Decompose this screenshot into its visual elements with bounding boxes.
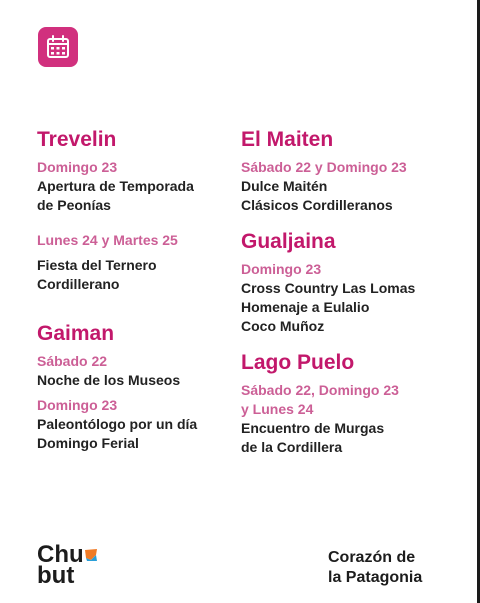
chubut-logo bbox=[37, 541, 84, 589]
chubut-flag-mark bbox=[84, 548, 98, 562]
city-title: Gaiman bbox=[37, 322, 115, 345]
event-name: de Peonías bbox=[37, 197, 111, 213]
left-column bbox=[37, 128, 247, 453]
city-section-gaiman bbox=[37, 322, 247, 453]
event-name: Dulce Maitén bbox=[241, 178, 328, 194]
event-name: Apertura de Temporada bbox=[37, 178, 194, 194]
event-date: Domingo 23 bbox=[37, 159, 118, 175]
event-date: y Lunes 24 bbox=[241, 401, 314, 417]
event-date: Lunes 24 y Martes 25 bbox=[37, 232, 178, 248]
city-section-trevelin bbox=[37, 128, 247, 294]
calendar-badge bbox=[38, 27, 78, 67]
event-date: Sábado 22 y Domingo 23 bbox=[241, 159, 407, 175]
event-name: Coco Muñoz bbox=[241, 318, 325, 334]
event-name: Cordillerano bbox=[37, 276, 120, 292]
right-column bbox=[241, 128, 451, 457]
event-date: Sábado 22 bbox=[37, 353, 108, 369]
event-name: Noche de los Museos bbox=[37, 372, 181, 388]
event-name: de la Cordillera bbox=[241, 439, 343, 455]
logo-text-line1: Chu bbox=[37, 541, 84, 568]
event-name: Homenaje a Eulalio bbox=[241, 299, 370, 315]
logo-text-line2: but bbox=[37, 562, 75, 589]
city-title: Trevelin bbox=[37, 128, 117, 151]
tagline bbox=[328, 548, 422, 588]
event-name: Domingo Ferial bbox=[37, 435, 139, 451]
event-name: Paleontólogo por un día bbox=[37, 416, 198, 432]
event-name: Clásicos Cordilleranos bbox=[241, 197, 393, 213]
event-name: Cross Country Las Lomas bbox=[241, 280, 416, 296]
tagline-line2: la Patagonia bbox=[328, 569, 423, 586]
city-title: El Maiten bbox=[241, 128, 334, 151]
event-name: Fiesta del Ternero bbox=[37, 257, 157, 273]
calendar-icon bbox=[45, 34, 71, 60]
city-section-lago-puelo bbox=[241, 351, 451, 457]
city-title: Gualjaina bbox=[241, 230, 336, 253]
event-date: Domingo 23 bbox=[37, 397, 118, 413]
event-date: Domingo 23 bbox=[241, 261, 322, 277]
event-name: Encuentro de Murgas bbox=[241, 420, 385, 436]
city-title: Lago Puelo bbox=[241, 351, 355, 374]
event-date: Sábado 22, Domingo 23 bbox=[241, 382, 399, 398]
city-section-gualjaina bbox=[241, 230, 451, 336]
city-section-el-maiten bbox=[241, 128, 451, 215]
tagline-line1: Corazón de bbox=[328, 549, 416, 566]
